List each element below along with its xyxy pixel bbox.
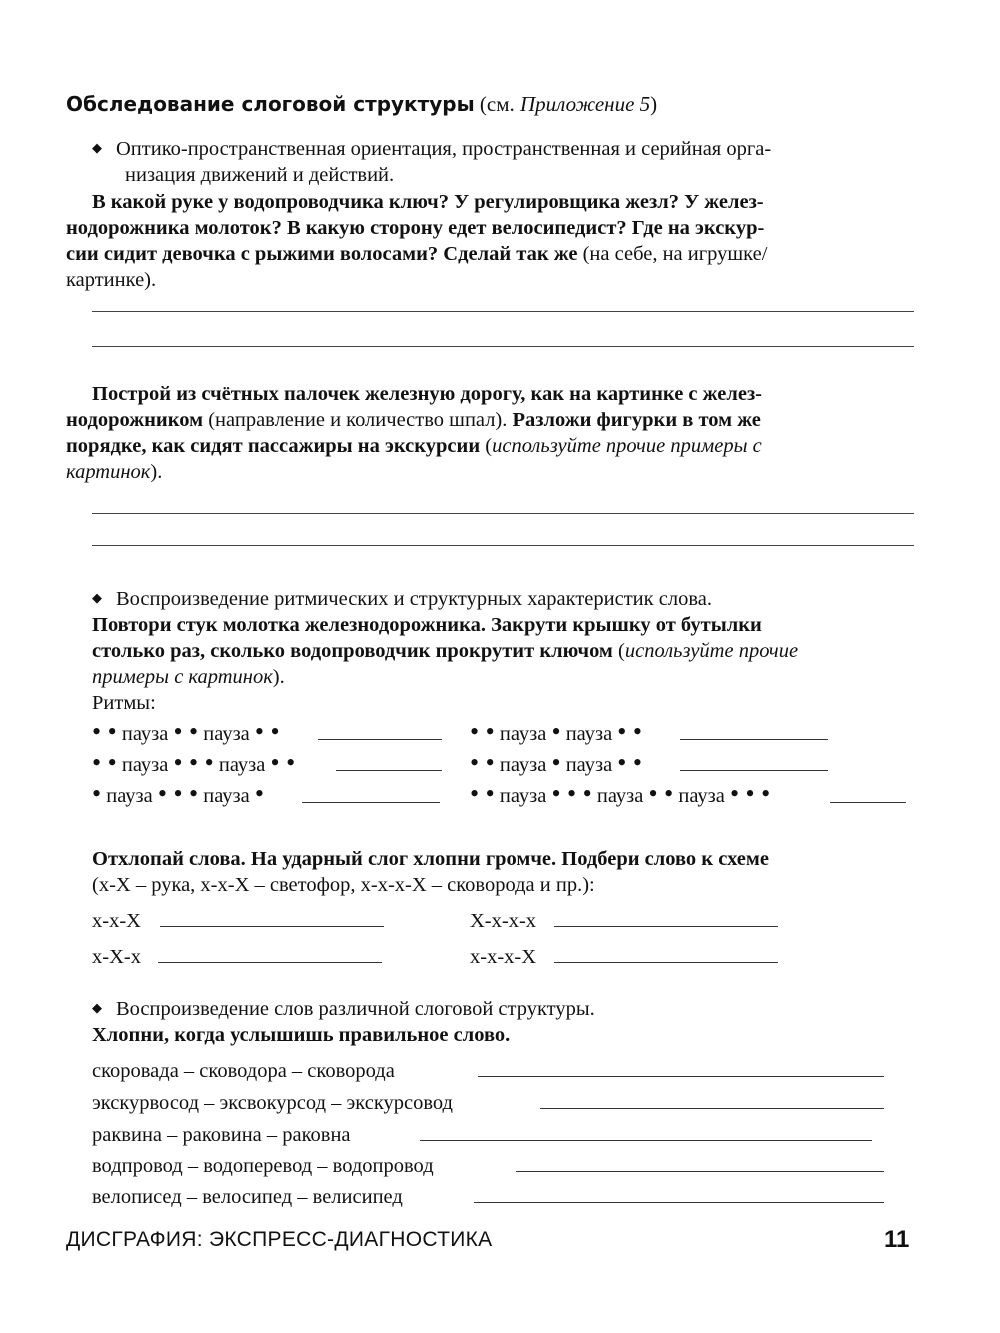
rhythm-pause: пауза: [560, 723, 618, 745]
answer-line[interactable]: [830, 802, 906, 803]
answer-line[interactable]: [420, 1140, 872, 1141]
rhythm-pause: пауза: [494, 723, 552, 745]
answer-line[interactable]: [554, 962, 778, 963]
rhythm-pause: пауза: [591, 785, 649, 807]
rhythm-dots: • •: [470, 717, 495, 746]
bullet-item-orientation: [92, 136, 771, 164]
bullet-icon: ◆: [92, 1000, 102, 1015]
rhythm-dots: • •: [173, 717, 199, 746]
bullet-text-cont: низация движений и действий.: [125, 164, 395, 186]
rhythm-dots: • •: [92, 717, 117, 746]
answer-line[interactable]: [92, 513, 914, 514]
answer-line[interactable]: [474, 1202, 884, 1203]
rhythm-row: [92, 779, 264, 810]
heading-note-italic: Приложение 5: [520, 92, 651, 116]
rhythm-pause: пауза: [116, 754, 174, 776]
rhythm-pause: пауза: [494, 754, 552, 776]
section-heading: [66, 92, 657, 117]
page-number: 11: [884, 1226, 910, 1253]
rhythm-pause: пауза: [198, 785, 255, 807]
rhythm-dots: • •: [617, 748, 643, 777]
bullet-item-syllables: ◆ Воспроизведение слов различной слоговой структуры.: [92, 998, 595, 1020]
rhythm-dots: • • •: [157, 779, 199, 808]
answer-line[interactable]: [680, 770, 828, 771]
answer-line[interactable]: [516, 1171, 884, 1172]
heading-note-open: (см.: [474, 92, 521, 116]
answer-line[interactable]: [160, 926, 384, 927]
footer-title: ДИСГРАФИЯ: ЭКСПРЕСС-ДИАГНОСТИКА: [66, 1228, 493, 1251]
instruction-line: Хлопни, когда услышишь правильное слово.: [92, 1024, 511, 1046]
scheme-label: х-х-Х: [92, 910, 141, 932]
scheme-label: х-х-х-Х: [470, 946, 537, 968]
answer-line[interactable]: [554, 926, 778, 927]
rhythm-dots: •: [92, 779, 102, 808]
bullet-icon: ◆: [92, 140, 102, 155]
scheme-label: Х-х-х-х: [470, 910, 537, 932]
task-line: порядке, как сидят пассажиры на экскурсии (используйте прочие примеры с: [66, 435, 762, 457]
question-line: картинке).: [66, 269, 157, 291]
rhythm-dots: • •: [254, 717, 280, 746]
rhythm-pause: пауза: [560, 754, 618, 776]
rhythm-dots: • •: [470, 748, 495, 777]
answer-line[interactable]: [680, 739, 828, 740]
answer-line[interactable]: [158, 962, 382, 963]
word-row: раквина – раковина – раковна: [92, 1124, 351, 1146]
answer-line[interactable]: [336, 770, 442, 771]
word-row: велописед – велосипед – велисипед: [92, 1186, 403, 1208]
rhythm-dots: • •: [92, 748, 117, 777]
rhythm-row: [92, 717, 280, 748]
rhythm-pause: пауза: [494, 785, 552, 807]
question-line: нодорожника молоток? В какую сторону едет велосипедист? Где на экскур-: [66, 217, 765, 239]
task-line: Отхлопай слова. На ударный слог хлопни громче. Подбери слово к схеме: [92, 848, 769, 870]
task-line: примеры с картинок).: [92, 666, 285, 688]
rhythm-pause: пауза: [213, 754, 271, 776]
task-line: (х-Х – рука, х-х-Х – светофор, х-х-х-Х – сковорода и пр.):: [92, 874, 595, 896]
heading-bold: Обследование слоговой структуры: [66, 92, 475, 116]
task-line: картинок).: [66, 461, 163, 483]
word-row: водпровод – водоперевод – водопровод: [92, 1155, 434, 1177]
rhythm-dots: • •: [470, 779, 495, 808]
rhythm-dots: • • •: [551, 779, 592, 808]
bullet-text: Оптико-пространственная ориентация, пространственная и серийная орга-: [116, 138, 772, 160]
answer-line[interactable]: [540, 1108, 884, 1109]
rhythm-dots: •: [551, 748, 561, 777]
rhythm-pause: пауза: [198, 723, 255, 745]
answer-line[interactable]: [92, 311, 914, 312]
answer-line[interactable]: [92, 545, 914, 546]
heading-note-close: ): [650, 92, 658, 116]
word-row: экскурвосод – эксвокурсод – экскурсовод: [92, 1092, 453, 1114]
task-line: Построй из счётных палочек железную дорогу, как на картинке с желез-: [92, 383, 763, 405]
bullet-icon: ◆: [92, 590, 102, 605]
rhythm-dots: • •: [270, 748, 296, 777]
rhythms-label: Ритмы:: [92, 692, 156, 714]
rhythm-pause: пауза: [101, 785, 158, 807]
answer-line[interactable]: [92, 346, 914, 347]
rhythm-dots: • •: [648, 779, 674, 808]
rhythm-dots: •: [551, 717, 561, 746]
scheme-label: х-Х-х: [92, 946, 141, 968]
task-line: столько раз, сколько водопроводчик прокрутит ключом (используйте прочие: [92, 640, 799, 662]
rhythm-pause: пауза: [673, 785, 730, 807]
rhythm-row: [470, 779, 771, 810]
rhythm-row: [92, 748, 296, 779]
rhythm-dots: • • •: [173, 748, 214, 777]
rhythm-row: [470, 748, 643, 779]
answer-line[interactable]: [318, 739, 442, 740]
rhythm-row: [470, 717, 643, 748]
word-row: скоровада – сководора – сковорода: [92, 1060, 395, 1082]
task-line: нодорожником (направление и количество шпал). Разложи фигурки в том же: [66, 409, 761, 431]
question-line: В какой руке у водопроводчика ключ? У регулировщика жезл? У желез-: [92, 191, 764, 213]
rhythm-dots: • • •: [729, 779, 771, 808]
question-line: сии сидит девочка с рыжими волосами? Сделай так же (на себе, на игрушке/: [66, 243, 768, 265]
rhythm-dots: • •: [617, 717, 643, 746]
rhythm-pause: пауза: [116, 723, 174, 745]
bullet-item-rhythm: ◆ Воспроизведение ритмических и структурных характеристик слова.: [92, 588, 712, 610]
task-line: Повтори стук молотка железнодорожника. Закрути крышку от бутылки: [92, 614, 762, 636]
answer-line[interactable]: [302, 802, 440, 803]
answer-line[interactable]: [478, 1076, 884, 1077]
rhythm-dots: •: [254, 779, 264, 808]
